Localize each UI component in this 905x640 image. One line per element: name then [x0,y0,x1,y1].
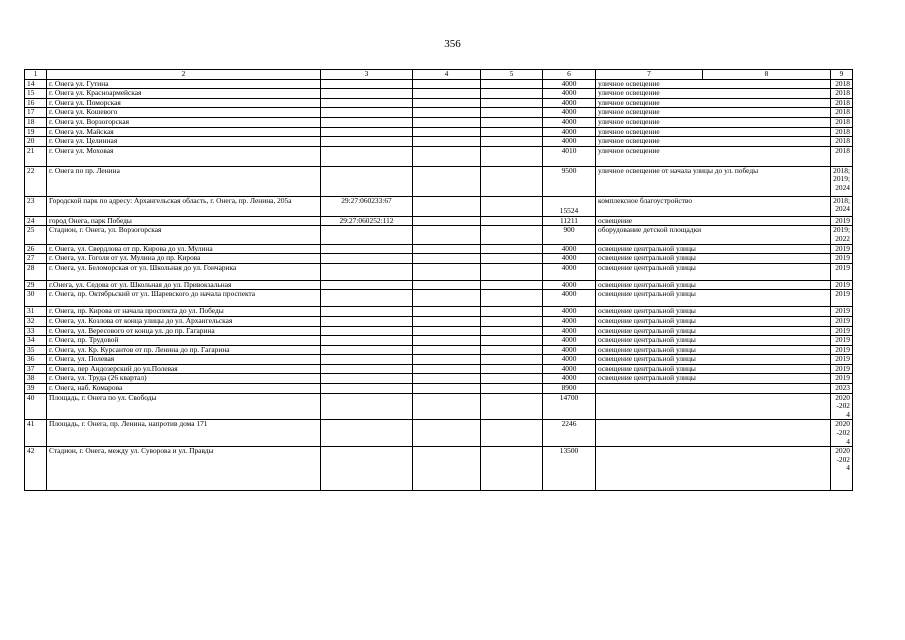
description-cell: освещение центральной улицы [596,263,831,280]
table-row [25,127,853,137]
empty-cell [413,345,481,355]
address-cell: г. Онега, ул. Полевая [47,355,321,365]
table-row [25,196,853,216]
empty-cell [481,216,543,226]
cadastral-cell [321,127,413,137]
address-cell: город Онега, парк Победы [47,216,321,226]
row-number: 34 [25,336,47,346]
address-cell: г. Онега ул. Кошевого [47,108,321,118]
row-number: 32 [25,316,47,326]
year-cell: 2019 [831,263,853,280]
empty-cell [481,393,543,420]
address-cell: г. Онега, наб. Комарова [47,384,321,394]
empty-cell [481,254,543,264]
table-row [25,307,853,317]
table-row [25,117,853,127]
table-row [25,89,853,99]
description-cell: освещение центральной улицы [596,345,831,355]
address-cell: г. Онега, пр. Трудовой [47,336,321,346]
description-cell: освещение центральной улицы [596,364,831,374]
empty-cell [481,108,543,118]
empty-cell [413,336,481,346]
row-number: 28 [25,263,47,280]
cadastral-cell [321,447,413,491]
year-cell: 2019 [831,244,853,254]
empty-cell [481,384,543,394]
description-cell [596,420,831,447]
table-row [25,355,853,365]
area-cell: 11211 [543,216,596,226]
description-cell: уличное освещение [596,146,831,166]
description-cell: уличное освещение [596,89,831,99]
row-number: 26 [25,244,47,254]
year-cell: 2018 [831,98,853,108]
cadastral-cell [321,226,413,244]
empty-cell [413,364,481,374]
empty-cell [481,374,543,384]
description-cell: освещение центральной улицы [596,326,831,336]
year-cell: 2018; 2019; 2024 [831,166,853,196]
address-cell: Площадь, г. Онега по ул. Свободы [47,393,321,420]
description-cell: освещение центральной улицы [596,307,831,317]
cadastral-cell [321,420,413,447]
empty-cell [413,355,481,365]
row-number: 15 [25,89,47,99]
table-row [25,374,853,384]
row-number: 39 [25,384,47,394]
empty-cell [481,447,543,491]
table-row [25,326,853,336]
area-cell: 13500 [543,447,596,491]
row-number: 35 [25,345,47,355]
row-number: 36 [25,355,47,365]
address-cell: Стадион, г. Онега, ул. Ворзогорская [47,226,321,244]
empty-cell [413,280,481,290]
cadastral-cell [321,364,413,374]
table-row [25,79,853,89]
address-cell: Городской парк по адресу: Архангельская область, г. Онега, пр. Ленина, 205а [47,196,321,216]
address-cell: г. Онега, ул. Кр. Курсантов от пр. Ленина до пр. Гагарина [47,345,321,355]
page-number: 356 [444,38,461,50]
table-row [25,263,853,280]
row-number: 37 [25,364,47,374]
area-cell: 4000 [543,89,596,99]
cadastral-cell [321,137,413,147]
area-cell: 4000 [543,98,596,108]
column-header: 7 [596,70,703,80]
area-cell: 9500 [543,166,596,196]
empty-cell [413,89,481,99]
address-cell: Площадь, г. Онега, пр. Ленина, напротив дома 171 [47,420,321,447]
row-number: 31 [25,307,47,317]
table-row [25,364,853,374]
address-cell: г. Онега, пр. Октябрьский от ул. Шаревского до начала проспекта [47,290,321,307]
area-cell: 8900 [543,384,596,394]
description-cell: оборудование детской площадки [596,226,831,244]
area-cell: 4000 [543,364,596,374]
empty-cell [481,307,543,317]
empty-cell [481,166,543,196]
year-cell: 2018; 2024 [831,196,853,216]
year-cell: 2019 [831,290,853,307]
table-row [25,384,853,394]
data-table [24,69,853,491]
cadastral-cell [321,345,413,355]
area-cell: 4000 [543,263,596,280]
empty-cell [481,420,543,447]
description-cell [596,384,831,394]
cadastral-cell [321,336,413,346]
empty-cell [481,137,543,147]
empty-cell [413,244,481,254]
year-cell: 2018 [831,79,853,89]
row-number: 19 [25,127,47,137]
row-number: 29 [25,280,47,290]
empty-cell [413,117,481,127]
description-cell: освещение центральной улицы [596,336,831,346]
empty-cell [481,146,543,166]
table-row [25,393,853,420]
row-number: 25 [25,226,47,244]
description-cell: уличное освещение [596,127,831,137]
address-cell: г. Онега ул. Красноармейская [47,89,321,99]
empty-cell [481,226,543,244]
cadastral-cell [321,98,413,108]
year-cell: 2018 [831,137,853,147]
cadastral-cell [321,307,413,317]
empty-cell [481,263,543,280]
cadastral-cell [321,280,413,290]
empty-cell [413,447,481,491]
table-row [25,447,853,491]
column-header: 3 [321,70,413,80]
empty-cell [413,127,481,137]
address-cell: г. Онега ул. Ворзогорская [47,117,321,127]
address-cell: г. Онега, ул. Свердлова от пр. Кирова до ул. Мулина [47,244,321,254]
column-header: 5 [481,70,543,80]
empty-cell [413,263,481,280]
cadastral-cell [321,316,413,326]
empty-cell [413,420,481,447]
table-row [25,226,853,244]
empty-cell [481,98,543,108]
empty-cell [413,146,481,166]
address-cell: г. Онега, пер Андозерский до ул.Полевая [47,364,321,374]
table-row [25,216,853,226]
empty-cell [413,137,481,147]
year-cell: 2019 [831,355,853,365]
row-number: 17 [25,108,47,118]
area-cell: 4010 [543,146,596,166]
column-header: 4 [413,70,481,80]
description-cell: освещение [596,216,831,226]
empty-cell [481,364,543,374]
description-cell: освещение центральной улицы [596,290,831,307]
cadastral-cell [321,79,413,89]
year-cell: 2020-2024 [831,393,853,420]
empty-cell [413,393,481,420]
year-cell: 2019 [831,374,853,384]
table-row [25,254,853,264]
area-cell: 4000 [543,355,596,365]
year-cell: 2018 [831,89,853,99]
row-number: 20 [25,137,47,147]
address-cell: Стадион, г. Онега, между ул. Суворова и ул. Правды [47,447,321,491]
year-cell: 2020-2024 [831,420,853,447]
column-header: 8 [703,70,831,80]
cadastral-cell [321,89,413,99]
area-cell: 4000 [543,244,596,254]
cadastral-cell [321,290,413,307]
area-cell: 4000 [543,316,596,326]
empty-cell [481,355,543,365]
address-cell: г. Онега ул. Моховая [47,146,321,166]
row-number: 33 [25,326,47,336]
description-cell: освещение центральной улицы [596,280,831,290]
year-cell: 2018 [831,117,853,127]
description-cell: уличное освещение от начала улицы до ул. победы [596,166,831,196]
empty-cell [413,384,481,394]
empty-cell [481,79,543,89]
address-cell: г. Онега ул. Целинная [47,137,321,147]
year-cell: 2019 [831,326,853,336]
year-cell: 2019 [831,254,853,264]
cadastral-cell [321,263,413,280]
description-cell: освещение центральной улицы [596,355,831,365]
area-cell: 4000 [543,108,596,118]
empty-cell [413,316,481,326]
empty-cell [413,98,481,108]
year-cell: 2023 [831,384,853,394]
area-cell: 4000 [543,345,596,355]
empty-cell [413,226,481,244]
empty-cell [481,280,543,290]
table-row [25,316,853,326]
area-cell: 14700 [543,393,596,420]
address-cell: г. Онега ул. Поморская [47,98,321,108]
empty-cell [481,316,543,326]
cadastral-cell [321,393,413,420]
cadastral-cell [321,384,413,394]
empty-cell [481,244,543,254]
table-row [25,345,853,355]
area-cell: 4000 [543,307,596,317]
table-row [25,280,853,290]
empty-cell [413,196,481,216]
empty-cell [481,89,543,99]
year-cell: 2019 [831,364,853,374]
area-cell: 4000 [543,374,596,384]
table-row [25,98,853,108]
empty-cell [481,290,543,307]
year-cell: 2019 [831,307,853,317]
column-header: 9 [831,70,853,80]
area-cell: 4000 [543,127,596,137]
empty-cell [413,166,481,196]
address-cell: г.Онега, ул. Седова от ул. Школьная до ул. Привокзальная [47,280,321,290]
address-cell: г. Онега, ул. Труда (26 квартал) [47,374,321,384]
address-cell: г. Онега ул. Майская [47,127,321,137]
empty-cell [413,79,481,89]
cadastral-cell: 29:27:060252:112 [321,216,413,226]
area-cell: 900 [543,226,596,244]
description-cell: освещение центральной улицы [596,374,831,384]
table-row [25,166,853,196]
cadastral-cell [321,374,413,384]
empty-cell [481,345,543,355]
empty-cell [413,290,481,307]
address-cell: г. Онега, ул. Вересового от конца ул. до пр. Гагарина [47,326,321,336]
table-row [25,336,853,346]
row-number: 40 [25,393,47,420]
row-number: 42 [25,447,47,491]
row-number: 41 [25,420,47,447]
table-header-row [25,70,853,80]
column-header: 2 [47,70,321,80]
year-cell: 2018 [831,127,853,137]
table-row [25,244,853,254]
empty-cell [413,216,481,226]
empty-cell [413,326,481,336]
address-cell: г. Онега, пр. Кирова от начала проспекта до ул. Победы [47,307,321,317]
area-cell: 4000 [543,290,596,307]
table-row [25,137,853,147]
cadastral-cell [321,254,413,264]
area-cell: 4000 [543,254,596,264]
year-cell: 2020-2024 [831,447,853,491]
description-cell: комплексное благоустройство [596,196,831,216]
empty-cell [481,127,543,137]
row-number: 22 [25,166,47,196]
row-number: 27 [25,254,47,264]
row-number: 14 [25,79,47,89]
cadastral-cell: 29:27:060233:67 [321,196,413,216]
empty-cell [413,374,481,384]
description-cell: освещение центральной улицы [596,316,831,326]
cadastral-cell [321,117,413,127]
address-cell: г. Онега, ул. Беломорская от ул. Школьная до ул. Гончарика [47,263,321,280]
column-header: 6 [543,70,596,80]
table-row [25,290,853,307]
area-cell: 4000 [543,326,596,336]
row-number: 16 [25,98,47,108]
description-cell [596,393,831,420]
year-cell: 2019 [831,316,853,326]
cadastral-cell [321,326,413,336]
address-cell: г. Онега ул. Гутина [47,79,321,89]
year-cell: 2019 [831,345,853,355]
year-cell: 2019 [831,336,853,346]
year-cell: 2018 [831,146,853,166]
address-cell: г. Онега по пр. Ленина [47,166,321,196]
table-row [25,420,853,447]
empty-cell [413,307,481,317]
area-cell: 2246 [543,420,596,447]
table-row [25,108,853,118]
table-row [25,146,853,166]
cadastral-cell [321,244,413,254]
empty-cell [481,336,543,346]
description-cell: освещение центральной улицы [596,244,831,254]
address-cell: г. Онега, ул. Гоголя от ул. Мулина до пр. Кирова [47,254,321,264]
year-cell: 2019 [831,216,853,226]
description-cell: уличное освещение [596,137,831,147]
area-cell: 4000 [543,336,596,346]
description-cell: уличное освещение [596,98,831,108]
empty-cell [481,326,543,336]
row-number: 18 [25,117,47,127]
description-cell: уличное освещение [596,79,831,89]
address-cell: г. Онега, ул. Козлова от конца улицы до ул. Архангельская [47,316,321,326]
empty-cell [413,254,481,264]
row-number: 30 [25,290,47,307]
description-cell: уличное освещение [596,117,831,127]
row-number: 23 [25,196,47,216]
description-cell [596,447,831,491]
area-cell: 4000 [543,117,596,127]
area-cell: 4000 [543,79,596,89]
description-cell: освещение центральной улицы [596,254,831,264]
empty-cell [481,196,543,216]
cadastral-cell [321,166,413,196]
row-number: 21 [25,146,47,166]
row-number: 24 [25,216,47,226]
description-cell: уличное освещение [596,108,831,118]
area-cell: 4000 [543,280,596,290]
row-number: 38 [25,374,47,384]
year-cell: 2018 [831,108,853,118]
cadastral-cell [321,146,413,166]
year-cell: 2019 [831,280,853,290]
empty-cell [413,108,481,118]
year-cell: 2019; 2022 [831,226,853,244]
column-header: 1 [25,70,47,80]
empty-cell [481,117,543,127]
area-cell: 15524 [543,196,596,216]
cadastral-cell [321,108,413,118]
area-cell: 4000 [543,137,596,147]
cadastral-cell [321,355,413,365]
